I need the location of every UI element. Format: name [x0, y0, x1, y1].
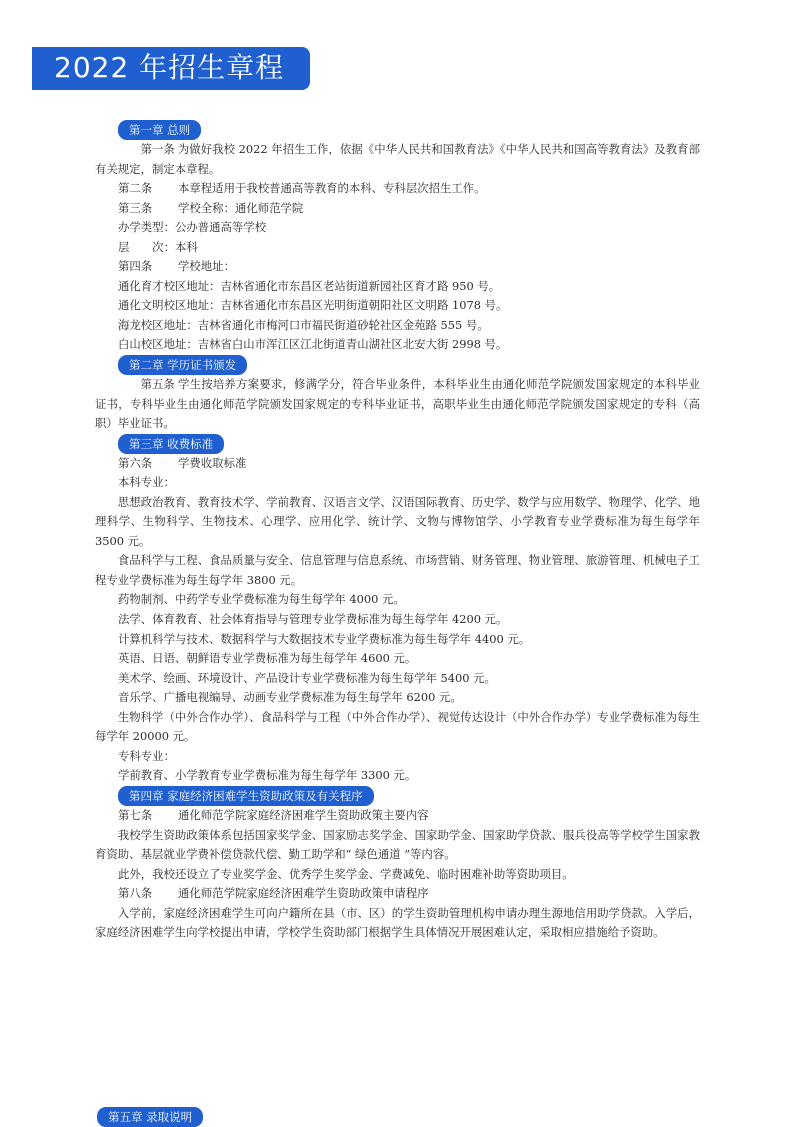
chapter-heading: [118, 355, 700, 375]
article-line: [118, 199, 700, 219]
article-number: 第五条: [140, 377, 175, 392]
document-body: [95, 120, 700, 943]
article-text: 通化师范学院家庭经济困难学生资助政策主要内容: [178, 807, 429, 822]
paragraph: [95, 904, 700, 943]
paragraph-text: 食品科学与工程、食品质量与安全、信息管理与信息系统、市场营销、财务管理、物业管理、旅游管理、机械电子工程专业学费标准为每生每学年 3800 元。: [95, 553, 700, 587]
paragraph: [95, 826, 700, 865]
article-number: 第二条: [118, 181, 153, 196]
article-number: 第六条: [118, 455, 153, 470]
paragraph: [95, 493, 700, 552]
document-title-banner: [32, 47, 310, 90]
paragraph-text: 生物科学（中外合作办学）、食品科学与工程（中外合作办学）、视觉传达设计（中外合作办学）专业学费标准为每生每学年 20000 元。: [95, 709, 700, 744]
chapter-heading: [118, 434, 700, 454]
chapter-heading: [118, 120, 700, 140]
text-line: 美术学、绘画、环境设计、产品设计专业学费标准为每生每学年 5400 元。: [118, 670, 496, 685]
text-line: 办学类型：公办普通高等学校: [118, 220, 267, 235]
chapter-label: 第五章 录取说明: [97, 1107, 203, 1127]
text-line: 专科专业：: [118, 748, 175, 763]
text-line: 计算机科学与技术、数据科学与大数据技术专业学费标准为每生每学年 4400 元。: [118, 631, 531, 646]
paragraph: [95, 708, 700, 747]
article-number: 第七条: [118, 807, 153, 822]
chapter-heading: [118, 786, 700, 806]
text-line: 通化育才校区地址：吉林省通化市东昌区老站街道新园社区育才路 950 号。: [118, 278, 501, 293]
text-line: 海龙校区地址：吉林省通化市梅河口市福民街道砂轮社区金苑路 555 号。: [118, 317, 489, 332]
text-line: 法学、体育教育、社会体育指导与管理专业学费标准为每生每学年 4200 元。: [118, 612, 508, 627]
paragraph-text: 思想政治教育、教育技术学、学前教育、汉语言文学、汉语国际教育、历史学、数学与应用数学、物理学、化学、地理科学、生物科学、生物技术、心理学、应用化学、统计学、文物与博物馆学、小学教育专业学费标准为每生每学年 3500 元。: [95, 494, 700, 548]
text-line: 学前教育、小学教育专业学费标准为每生每学年 3300 元。: [118, 768, 417, 783]
chapter-5-heading: [97, 1106, 203, 1127]
article-text: 通化师范学院家庭经济困难学生资助政策申请程序: [178, 886, 429, 901]
chapter-label: 第二章 学历证书颁发: [118, 355, 247, 375]
text-line: 英语、日语、朝鲜语专业学费标准为每生每学年 4600 元。: [118, 651, 417, 666]
text-line: 层 次：本科: [118, 239, 198, 254]
article-line: [118, 884, 700, 904]
text-line: 药物制剂、中药学专业学费标准为每生每学年 4000 元。: [118, 592, 405, 607]
text-line: 此外，我校还设立了专业奖学金、优秀学生奖学金、学费减免、临时困难补助等资助项目。: [118, 866, 574, 881]
paragraph: [95, 551, 700, 590]
text-line: 白山校区地址：吉林省白山市浑江区江北街道青山湖社区北安大街 2998 号。: [118, 337, 508, 352]
article-number: 第八条: [118, 886, 153, 901]
chapter-label: 第三章 收费标准: [118, 434, 224, 454]
chapter-label: 第一章 总则: [118, 120, 201, 140]
article-text: 学费收取标准: [178, 455, 247, 470]
paragraph: [95, 140, 700, 179]
article-line: [118, 454, 700, 474]
article-number: 第一条: [140, 142, 175, 156]
paragraph-text: 入学前，家庭经济困难学生可向户籍所在县（市、区）的学生资助管理机构申请办理生源地信用助学贷款。入学后，家庭经济困难学生向学校提出申请，学校学生资助部门根据学生具体情况开展困难认定，采取相应措施给予资助。: [95, 905, 700, 940]
paragraph-text: 为做好我校 2022 年招生工作，依据《中华人民共和国教育法》《中华人民共和国高等教育法》及教育部有关规定，制定本章程。: [95, 142, 700, 176]
article-number: 第三条: [118, 200, 153, 215]
paragraph-text: 我校学生资助政策体系包括国家奖学金、国家励志奖学金、国家助学金、国家助学贷款、服兵役高等学校学生国家教育资助、基层就业学费补偿贷款代偿、勤工助学和“ 绿色通道 ”等内容。: [95, 827, 700, 862]
text-line: 本科专业：: [118, 475, 175, 490]
text-line: 音乐学、广播电视编导、动画专业学费标准为每生每学年 6200 元。: [118, 690, 462, 705]
paragraph: [95, 375, 700, 434]
article-text: 学校全称：通化师范学院: [178, 200, 304, 215]
article-line: [118, 806, 700, 826]
article-text: 本章程适用于我校普通高等教育的本科、专科层次招生工作。: [178, 181, 486, 196]
text-line: 通化文明校区地址：吉林省通化市东昌区光明街道朝阳社区文明路 1078 号。: [118, 298, 508, 313]
article-text: 学校地址：: [178, 259, 235, 274]
article-line: [118, 179, 700, 199]
document-title: 2022 年招生章程: [54, 51, 285, 84]
article-line: [118, 257, 700, 277]
paragraph-text: 学生按培养方案要求，修满学分，符合毕业条件，本科毕业生由通化师范学院颁发国家规定的本科毕业证书，专科毕业生由通化师范学院颁发国家规定的专科毕业证书，高职毕业生由通化师范学院颁发国家规定的专科（高职）毕业证书。: [95, 377, 700, 431]
chapter-label: 第四章 家庭经济困难学生资助政策及有关程序: [118, 786, 374, 806]
article-number: 第四条: [118, 259, 153, 274]
